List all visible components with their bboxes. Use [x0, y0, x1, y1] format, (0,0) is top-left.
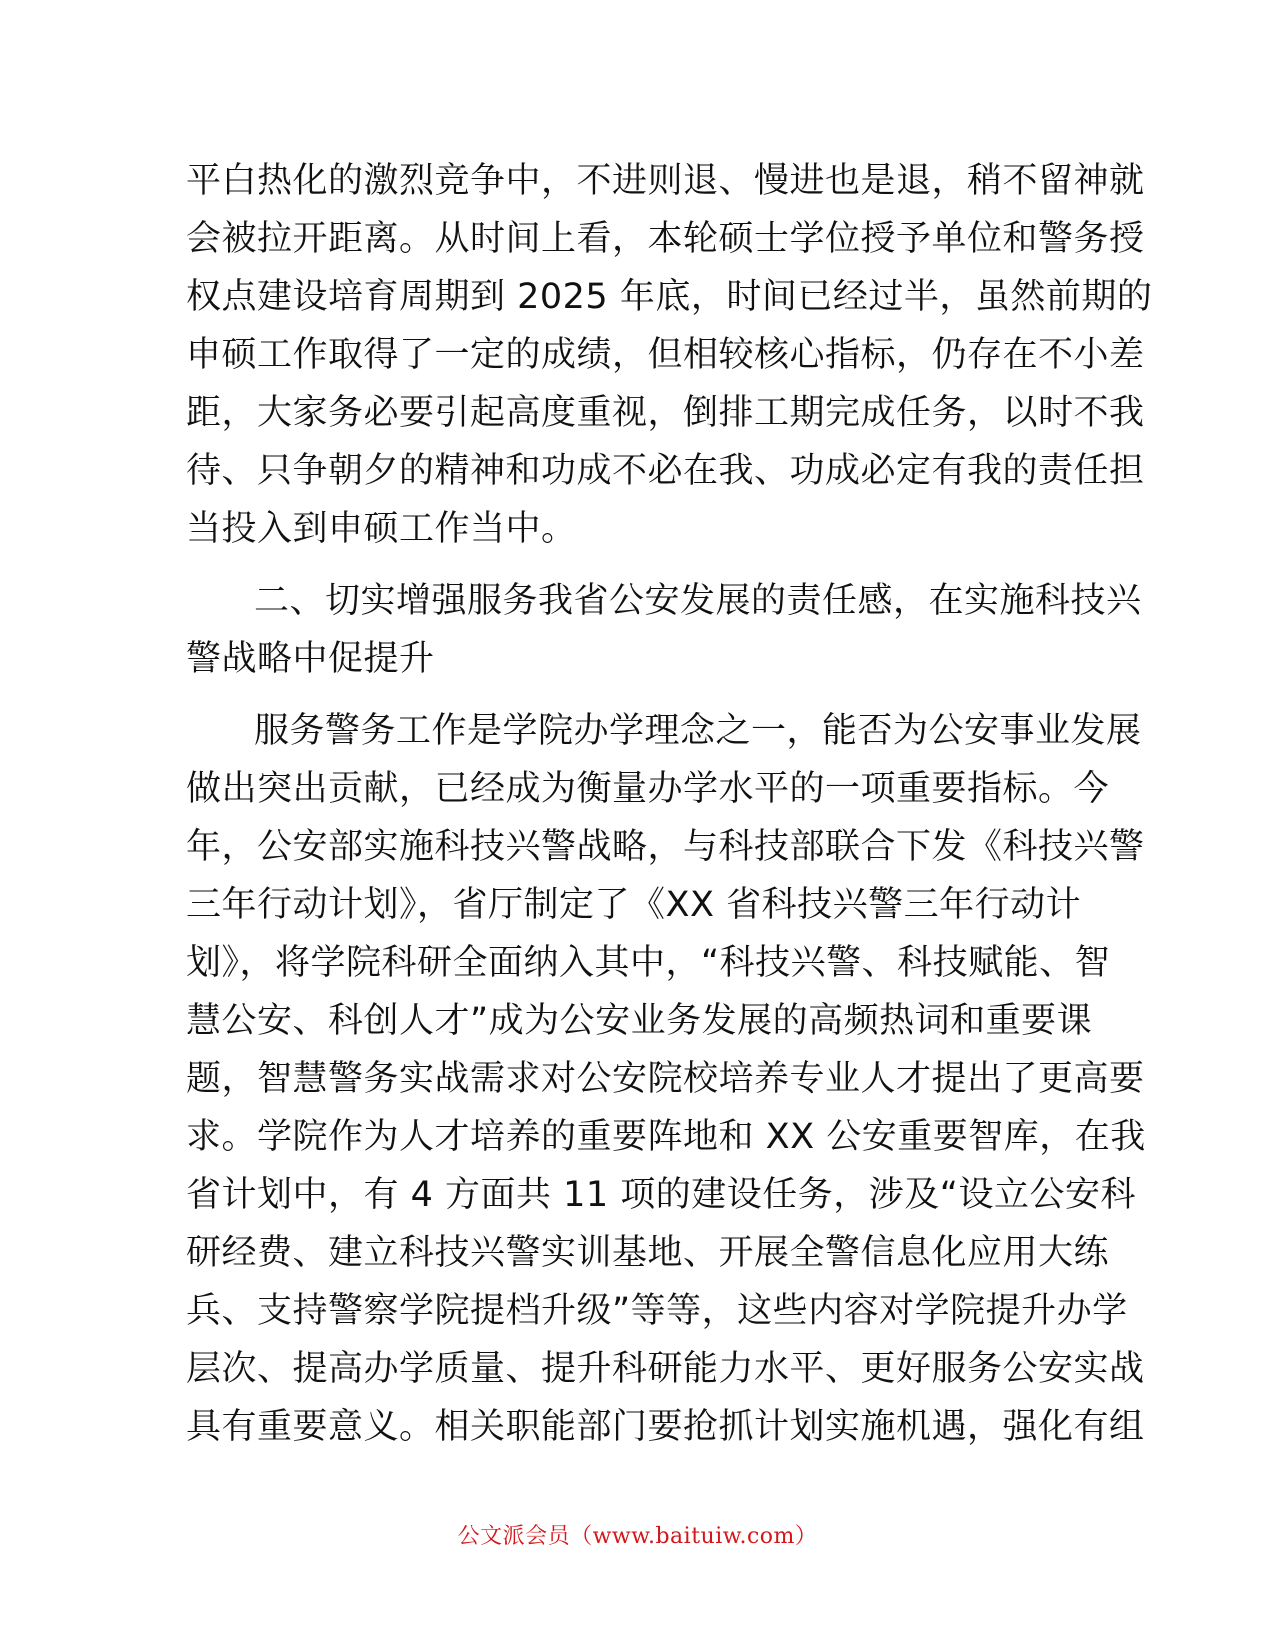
text-line: 划》，将学院科研全面纳入其中，“科技兴警、科技赋能、智: [186, 943, 1111, 983]
paragraph-spacer: [186, 688, 1086, 702]
heading-line: 二、切实增强服务我省公安发展的责任感，在实施科技兴: [254, 581, 1142, 621]
heading-line: 警战略中促提升: [186, 639, 435, 679]
text-line: 研经费、建立科技兴警实训基地、开展全警信息化应用大练: [186, 1233, 1110, 1273]
text-line: 权点建设培育周期到 2025 年底，时间已经过半，虽然前期的: [186, 277, 1153, 317]
text-line: 年，公安部实施科技兴警战略，与科技部联合下发《科技兴警: [186, 827, 1145, 867]
text-line: 待、只争朝夕的精神和功成不必在我、功成必定有我的责任担: [186, 451, 1145, 491]
document-body: [186, 152, 1153, 1456]
text-line: 当投入到申硕工作当中。: [186, 509, 577, 549]
text-line: 会被拉开距离。从时间上看，本轮硕士学位授予单位和警务授: [186, 219, 1145, 259]
text-line: 申硕工作取得了一定的成绩，但相较核心指标，仍存在不小差: [186, 335, 1145, 375]
text-line: 题，智慧警务实战需求对公安院校培养专业人才提出了更高要: [186, 1059, 1145, 1099]
text-line: 服务警务工作是学院办学理念之一，能否为公安事业发展: [254, 711, 1142, 751]
paragraph-service: [186, 702, 1146, 1456]
paragraph-spacer: [186, 558, 1086, 572]
paragraph-competition: [186, 152, 1153, 558]
text-line: 做出突出贡献，已经成为衡量办学水平的一项重要指标。今: [186, 769, 1110, 809]
text-line: 三年行动计划》，省厅制定了《XX 省科技兴警三年行动计: [186, 885, 1082, 925]
text-line: 慧公安、科创人才”成为公安业务发展的高频热词和重要课: [186, 1001, 1093, 1041]
text-line: 平白热化的激烈竞争中，不进则退、慢进也是退，稍不留神就: [186, 161, 1145, 201]
text-line: 距，大家务必要引起高度重视，倒排工期完成任务，以时不我: [186, 393, 1145, 433]
text-line: 具有重要意义。相关职能部门要抢抓计划实施机遇，强化有组: [186, 1407, 1145, 1447]
text-line: 求。学院作为人才培养的重要阵地和 XX 公安重要智库，在我: [186, 1117, 1146, 1157]
footer-watermark-link[interactable]: 公文派会员（www.baituiw.com）: [457, 1524, 818, 1549]
text-line: 省计划中，有 4 方面共 11 项的建设任务，涉及“设立公安科: [186, 1175, 1136, 1215]
text-line: 兵、支持警察学院提档升级”等等，这些内容对学院提升办学: [186, 1291, 1128, 1331]
text-line: 层次、提高办学质量、提升科研能力水平、更好服务公安实战: [186, 1349, 1145, 1389]
section-heading-two: [186, 572, 1142, 688]
